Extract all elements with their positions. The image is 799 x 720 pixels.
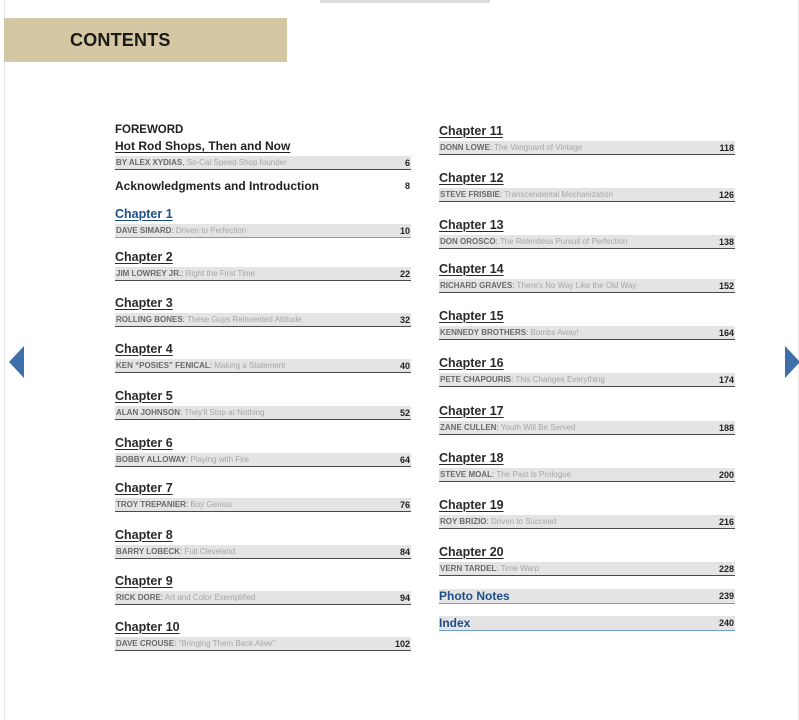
toc-entry-chapter-1[interactable] (115, 206, 411, 238)
chapter-author: VERN TARDEL (440, 564, 497, 573)
chapter-author: DAVE CROUSE (116, 639, 175, 648)
toc-entry-chapter-4[interactable] (115, 341, 411, 373)
foreword-title[interactable]: Hot Rod Shops, Then and Now (115, 139, 291, 153)
chapter-subtitle: Bombs Away! (530, 328, 579, 337)
chapter-detail: JIM LOWREY JR.: Right the First Time 22 (115, 267, 411, 281)
chapter-detail: DAVE SIMARD: Driven to Perfection 10 (115, 224, 411, 238)
toc-entry-chapter-16[interactable] (439, 355, 735, 387)
toc-entry-chapter-9[interactable] (115, 573, 411, 605)
chapter-detail: BARRY LOBECK: Full Cleveland 84 (115, 545, 411, 559)
chevron-left-icon (6, 344, 28, 380)
toc-entry-chapter-15[interactable] (439, 308, 735, 340)
chapter-title[interactable]: Chapter 2 (115, 250, 173, 264)
page-number: 126 (718, 189, 734, 200)
chapter-author: JIM LOWREY JR. (116, 269, 182, 278)
chapter-subtitle: Youth Will Be Served (500, 423, 576, 432)
chapter-subtitle: Time Warp (500, 564, 540, 573)
chapter-subtitle: These Guys Reinvented Attitude (186, 315, 302, 324)
photo-notes-entry[interactable] (439, 589, 735, 604)
next-page-button[interactable] (781, 344, 799, 380)
toc-entry-chapter-19[interactable] (439, 497, 735, 529)
chapter-title[interactable]: Chapter 12 (439, 171, 504, 185)
chapter-title[interactable]: Chapter 4 (115, 342, 173, 356)
chapter-detail: DONN LOWE: The Vanguard of Vintage 118 (439, 141, 735, 155)
foreword-label: FOREWORD (115, 124, 184, 136)
chapter-title[interactable]: Chapter 10 (115, 620, 180, 634)
chapter-author: BARRY LOBECK (116, 547, 181, 556)
chapter-detail: ROY BRIZIO: Driven to Succeed 216 (439, 515, 735, 529)
chapter-author: STEVE FRISBIE (440, 190, 501, 199)
page-number: 240 (718, 618, 734, 628)
chapter-title[interactable]: Chapter 16 (439, 356, 504, 370)
chapter-author: DONN LOWE (440, 143, 490, 152)
toc-entry-chapter-10[interactable] (115, 619, 411, 651)
chapter-subtitle: Boy Genius (190, 500, 232, 509)
chapter-title[interactable]: Chapter 1 (115, 207, 173, 221)
chapter-title[interactable]: Chapter 3 (115, 296, 173, 310)
toc-entry-chapter-5[interactable] (115, 388, 411, 420)
chapter-subtitle: The Past Is Prologue (496, 470, 572, 479)
acknowledgments-label: Acknowledgments and Introduction (115, 179, 320, 193)
page-number: 22 (399, 268, 410, 279)
chapter-subtitle: The Relentless Pursuit of Perfection (499, 237, 628, 246)
top-bar (320, 0, 490, 3)
chapter-title[interactable]: Chapter 8 (115, 528, 173, 542)
chapter-author: KENNEDY BROTHERS (440, 328, 527, 337)
chapter-title[interactable]: Chapter 15 (439, 309, 504, 323)
chapter-detail: ZANE CULLEN: Youth Will Be Served 188 (439, 421, 735, 435)
chapter-title[interactable]: Chapter 11 (439, 124, 503, 138)
chapter-author: ZANE CULLEN (440, 423, 497, 432)
chapter-subtitle: Full Cleveland (184, 547, 236, 556)
chapter-detail: KENNEDY BROTHERS: Bombs Away! 164 (439, 326, 735, 340)
page-number: 40 (399, 360, 410, 371)
chapter-detail: STEVE FRISBIE: Transcendental Mechanization 126 (439, 188, 735, 202)
chapter-author: ROY BRIZIO (440, 517, 487, 526)
chapter-title[interactable]: Chapter 17 (439, 404, 504, 418)
photo-notes-label: Photo Notes (439, 589, 510, 603)
page-number: 216 (718, 516, 734, 527)
page-number: 52 (399, 407, 410, 418)
foreword-entry[interactable] (115, 123, 411, 170)
page-number: 84 (399, 546, 410, 557)
chapter-detail: DON OROSCO: The Relentless Pursuit of Perfection 138 (439, 235, 735, 249)
toc-entry-chapter-17[interactable] (439, 403, 735, 435)
chapter-subtitle: There's No Way Like the Old Way (516, 281, 637, 290)
page-number: 76 (399, 499, 410, 510)
chapter-subtitle: Driven to Succeed (490, 517, 557, 526)
chapter-subtitle: Driven to Perfection (175, 226, 247, 235)
chapter-detail: PETE CHAPOURIS: This Changes Everything 174 (439, 373, 735, 387)
page-number: 228 (718, 563, 734, 574)
page-number: 8 (404, 181, 410, 191)
prev-page-button[interactable] (6, 344, 28, 380)
chapter-detail: DAVE CROUSE: “Bringing Them Back Alive” 102 (115, 637, 411, 651)
chapter-subtitle: The Vanguard of Vintage (494, 143, 583, 152)
chapter-author: STEVE MOAL (440, 470, 493, 479)
chapter-detail: ROLLING BONES: These Guys Reinvented Attitude 32 (115, 313, 411, 327)
page-number: 64 (399, 454, 410, 465)
chapter-detail: TROY TREPANIER: Boy Genius 76 (115, 498, 411, 512)
toc-entry-chapter-14[interactable] (439, 261, 735, 293)
toc-entry-chapter-3[interactable] (115, 295, 411, 327)
toc-entry-chapter-12[interactable] (439, 170, 735, 202)
toc-entry-chapter-2[interactable] (115, 249, 411, 281)
page-number: 138 (718, 236, 734, 247)
chapter-title[interactable]: Chapter 14 (439, 262, 504, 276)
chapter-detail: KEN “POSIES” FENICAL: Making a Statement 40 (115, 359, 411, 373)
chapter-author: RICHARD GRAVES (440, 281, 513, 290)
chapter-detail: STEVE MOAL: The Past Is Prologue 200 (439, 468, 735, 482)
index-label: Index (439, 616, 471, 630)
chapter-author: RICK DORE (116, 593, 161, 602)
toc-entry-chapter-13[interactable] (439, 217, 735, 249)
chapter-title[interactable]: Chapter 13 (439, 218, 504, 232)
page-number: 200 (718, 469, 734, 480)
chevron-right-icon (781, 344, 799, 380)
chapter-author: ALAN JOHNSON (116, 408, 181, 417)
toc-entry-chapter-7[interactable] (115, 480, 411, 512)
chapter-title[interactable]: Chapter 5 (115, 389, 173, 403)
chapter-author: ROLLING BONES (116, 315, 183, 324)
chapter-subtitle: Making a Statement (214, 361, 286, 370)
page-number: 32 (399, 314, 410, 325)
chapter-author: PETE CHAPOURIS (440, 375, 512, 384)
page-number: 94 (399, 592, 410, 603)
chapter-subtitle: Art and Color Exemplified (164, 593, 256, 602)
index-entry[interactable] (439, 616, 735, 631)
foreword-author: BY ALEX XYDIAS (116, 158, 183, 167)
toc-entry-chapter-8[interactable] (115, 527, 411, 559)
foreword-detail: BY ALEX XYDIAS, So-Cal Speed Shop founder 6 (115, 156, 411, 170)
chapter-title[interactable]: Chapter 20 (439, 545, 504, 559)
chapter-author: BOBBY ALLOWAY (116, 455, 186, 464)
page-number: 6 (404, 157, 410, 168)
chapter-detail: BOBBY ALLOWAY: Playing with Fire 64 (115, 453, 411, 467)
chapter-author: KEN “POSIES” FENICAL (116, 361, 210, 370)
foreword-subtitle: So-Cal Speed Shop founder (186, 158, 287, 167)
chapter-title[interactable]: Chapter 6 (115, 436, 173, 450)
chapter-subtitle: “Bringing Them Back Alive” (178, 639, 275, 648)
chapter-subtitle: Transcendental Mechanization (504, 190, 613, 199)
page-number: 174 (718, 374, 734, 385)
page-number: 188 (718, 422, 734, 433)
chapter-subtitle: Playing with Fire (190, 455, 250, 464)
page-number: 10 (399, 225, 410, 236)
chapter-subtitle: This Changes Everything (515, 375, 605, 384)
chapter-author: DAVE SIMARD (116, 226, 172, 235)
toc-entry-chapter-6[interactable] (115, 435, 411, 467)
toc-entry-chapter-18[interactable] (439, 450, 735, 482)
toc-entry-chapter-20[interactable] (439, 544, 735, 576)
chapter-subtitle: Right the First Time (185, 269, 256, 278)
chapter-author: TROY TREPANIER (116, 500, 186, 509)
chapter-author: DON OROSCO (440, 237, 496, 246)
chapter-title[interactable]: Chapter 7 (115, 481, 173, 495)
page-number: 118 (719, 142, 734, 153)
page-frame-left (0, 0, 5, 720)
page-number: 102 (394, 638, 410, 649)
page-number: 152 (718, 280, 734, 291)
chapter-detail: VERN TARDEL: Time Warp 228 (439, 562, 735, 576)
toc-entry-chapter-11[interactable] (439, 123, 735, 155)
chapter-title[interactable]: Chapter 19 (439, 498, 504, 512)
chapter-title[interactable]: Chapter 9 (115, 574, 173, 588)
page-number: 164 (718, 327, 734, 338)
acknowledgments-entry[interactable] (115, 178, 411, 194)
chapter-detail: RICHARD GRAVES: There's No Way Like the Old Way 152 (439, 279, 735, 293)
page-title: CONTENTS (70, 30, 171, 50)
chapter-title[interactable]: Chapter 18 (439, 451, 504, 465)
chapter-subtitle: They'll Stop at Nothing (184, 408, 265, 417)
chapter-detail: RICK DORE: Art and Color Exemplified 94 (115, 591, 411, 605)
contents-banner (4, 18, 287, 62)
page-number: 239 (718, 591, 734, 601)
chapter-detail: ALAN JOHNSON: They'll Stop at Nothing 52 (115, 406, 411, 420)
